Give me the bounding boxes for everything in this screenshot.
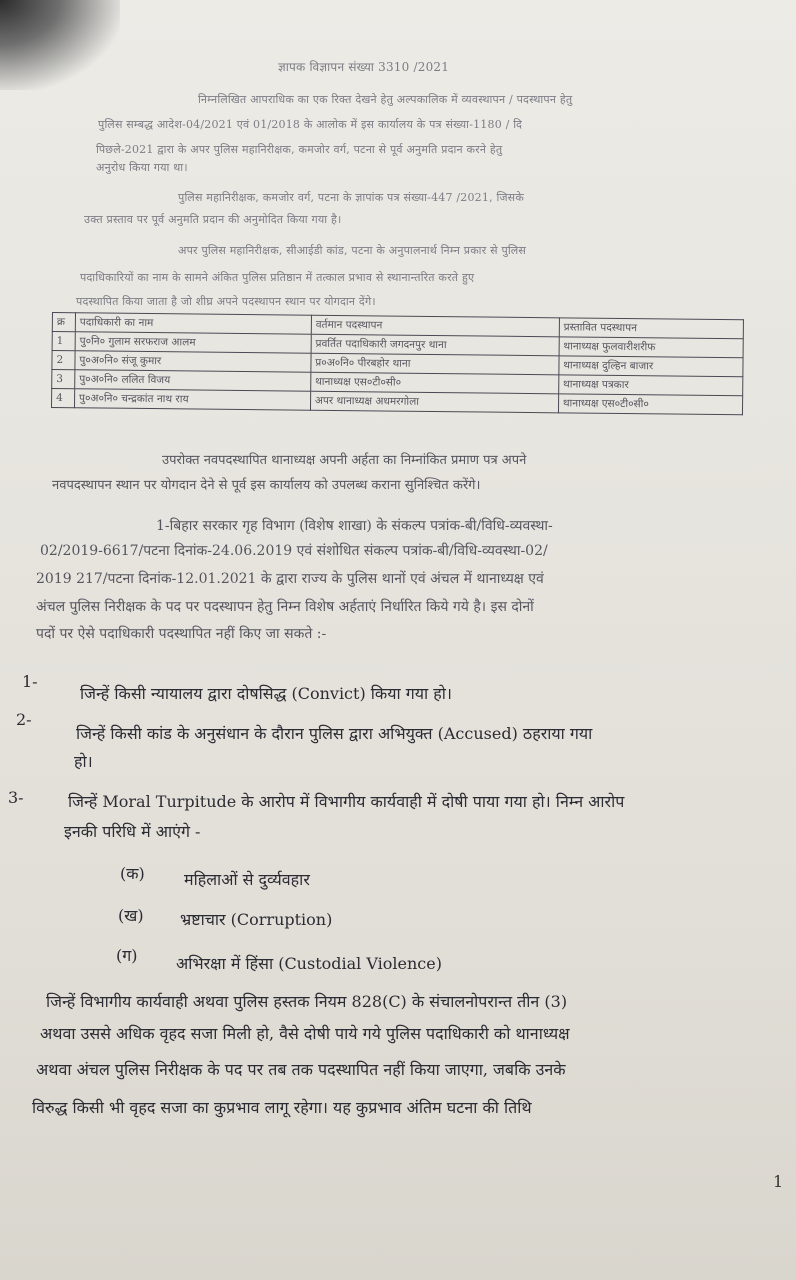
body-p3-line: जिन्हें विभागीय कार्यवाही अथवा पुलिस हस्तक नियम 828(C) के संचालनोपरान्त तीन (3) — [46, 992, 568, 1011]
body-p2-line: पदों पर ऐसे पदाधिकारी पदस्थापित नहीं किए जा सकते :- — [36, 626, 327, 642]
col-header-proposed: प्रस्तावित पदस्थापन — [559, 318, 743, 339]
page-number: 1 — [773, 1172, 784, 1191]
cell-proposed: थानाध्यक्ष पत्रकार — [558, 375, 742, 396]
col-header-name: पदाधिकारी का नाम — [75, 313, 311, 334]
cell-serial: 2 — [52, 351, 75, 370]
sub-item-text: अभिरक्षा में हिंसा (Custodial Violence) — [176, 954, 442, 973]
item-number: 1- — [22, 672, 38, 691]
intro-line: अनुरोध किया गया था। — [96, 161, 188, 174]
cell-serial: 3 — [52, 370, 75, 389]
officers-table — [51, 312, 744, 415]
intro-line: निम्नलिखित आपराधिक का एक रिक्त देखने हेतु अल्पकालिक में व्यवस्थापन / पदस्थापन हेतु — [198, 93, 573, 106]
body-p1-line: उपरोक्त नवपदस्थापित थानाध्यक्ष अपनी अर्हता का निम्नांकित प्रमाण पत्र अपने — [162, 453, 527, 468]
cell-serial: 4 — [51, 389, 74, 408]
item-text: जिन्हें Moral Turpitude के आरोप में विभागीय कार्यवाही में दोषी पाया गया हो। निम्न आरोप — [68, 792, 625, 811]
body-p3-line: अथवा अंचल पुलिस निरीक्षक के पद पर तब तक पदस्थापित नहीं किया जाएगा, जबकि उनके — [36, 1060, 566, 1079]
body-p3-line: विरुद्ध किसी भी वृहद सजा का कुप्रभाव लागू रहेगा। यह कुप्रभाव अंतिम घटना की तिथि — [32, 1098, 532, 1117]
col-header-serial: क्र — [52, 313, 75, 332]
cell-serial: 1 — [52, 332, 75, 351]
intro-line: पुलिस सम्बद्ध आदेश-04/2021 एवं 01/2018 के आलोक में इस कार्यालय के पत्र संख्या-1180 / दि — [98, 118, 523, 131]
item-text: हो। — [74, 752, 93, 771]
item-text: जिन्हें किसी न्यायालय द्वारा दोषसिद्ध (Convict) किया गया हो। — [80, 684, 452, 703]
sub-item-key: (ख) — [118, 906, 144, 925]
cell-name: पु०अ०नि० ललित विजय — [75, 370, 311, 391]
cell-current: थानाध्यक्ष एस०टी०सी० — [311, 372, 559, 394]
cell-current: प्र०अ०नि० पीरबहोर थाना — [311, 353, 559, 375]
letter-number: ज्ञापक विज्ञापन संख्या 3310 /2021 — [278, 60, 450, 74]
sub-item-key: (ग) — [116, 946, 138, 965]
cell-name: पु०नि० गुलाम सरफराज आलम — [75, 332, 311, 353]
intro-line: पिछले-2021 द्वारा के अपर पुलिस महानिरीक्षक, कमजोर वर्ग, पटना से पूर्व अनुमति प्रदान करने हेतु — [96, 143, 503, 156]
cell-proposed: थानाध्यक्ष फुलवारीशरीफ — [559, 337, 743, 358]
cell-proposed: थानाध्यक्ष दुल्हिन बाजार — [559, 356, 743, 377]
item-number: 3- — [8, 788, 24, 807]
para3-line: अपर पुलिस महानिरीक्षक, सीआईडी कांड, पटना के अनुपालनार्थ निम्न प्रकार से पुलिस — [178, 244, 527, 257]
body-p3-line: अथवा उससे अधिक वृहद सजा मिली हो, वैसे दोषी पाये गये पुलिस पदाधिकारी को थानाध्यक्ष — [40, 1024, 570, 1043]
para3-line: पदाधिकारियों का नाम के सामने अंकित पुलिस प्रतिष्ठान में तत्काल प्रभाव से स्थानान्तरित करते हुए — [80, 271, 475, 284]
para2-line: उक्त प्रस्ताव पर पूर्व अनुमति प्रदान की अनुमोदित किया गया है। — [84, 213, 342, 226]
body-p1-line: नवपदस्थापन स्थान पर योगदान देने से पूर्व इस कार्यालय को उपलब्ध कराना सुनिश्चित करेंगे। — [52, 478, 481, 493]
col-header-current: वर्तमान पदस्थापन — [311, 315, 559, 337]
item-text: जिन्हें किसी कांड के अनुसंधान के दौरान पुलिस द्वारा अभियुक्त (Accused) ठहराया गया — [76, 724, 593, 743]
body-p2-line: 1-बिहार सरकार गृह विभाग (विशेष शाखा) के संकल्प पत्रांक-बी/विधि-व्यवस्था- — [156, 518, 553, 534]
cell-current: अपर थानाध्यक्ष अधमरगोला — [310, 391, 558, 413]
body-p2-line: 2019 217/पटना दिनांक-12.01.2021 के द्वारा राज्य के पुलिस थानों एवं अंचल में थानाध्यक्ष एवं — [36, 571, 544, 587]
para2-line: पुलिस महानिरीक्षक, कमजोर वर्ग, पटना के ज्ञापांक पत्र संख्या-447 /2021, जिसके — [178, 191, 524, 204]
sub-item-key: (क) — [120, 864, 145, 883]
para3-line: पदस्थापित किया जाता है जो शीघ्र अपने पदस्थापन स्थान पर योगदान देंगे। — [76, 295, 376, 308]
item-text: इनकी परिधि में आएंगे - — [64, 822, 201, 841]
sub-item-text: भ्रष्टाचार (Corruption) — [180, 910, 333, 929]
photo-shadow — [0, 0, 120, 90]
cell-proposed: थानाध्यक्ष एस०टी०सी० — [558, 394, 742, 415]
sub-item-text: महिलाओं से दुर्व्यवहार — [184, 870, 310, 889]
cell-name: पु०अ०नि० संजू कुमार — [75, 351, 311, 372]
cell-name: पु०अ०नि० चन्द्रकांत नाथ राय — [74, 389, 310, 410]
body-p2-line: अंचल पुलिस निरीक्षक के पद पर पदस्थापन हेतु निम्न विशेष अर्हताएं निर्धारित किये गये है। इस दोनों — [36, 599, 534, 615]
item-number: 2- — [16, 710, 32, 729]
cell-current: प्रवर्तित पदाधिकारी जगदनपुर थाना — [311, 334, 559, 356]
body-p2-line: 02/2019-6617/पटना दिनांक-24.06.2019 एवं संशोधित संकल्प पत्रांक-बी/विधि-व्यवस्था-02/ — [40, 543, 548, 559]
